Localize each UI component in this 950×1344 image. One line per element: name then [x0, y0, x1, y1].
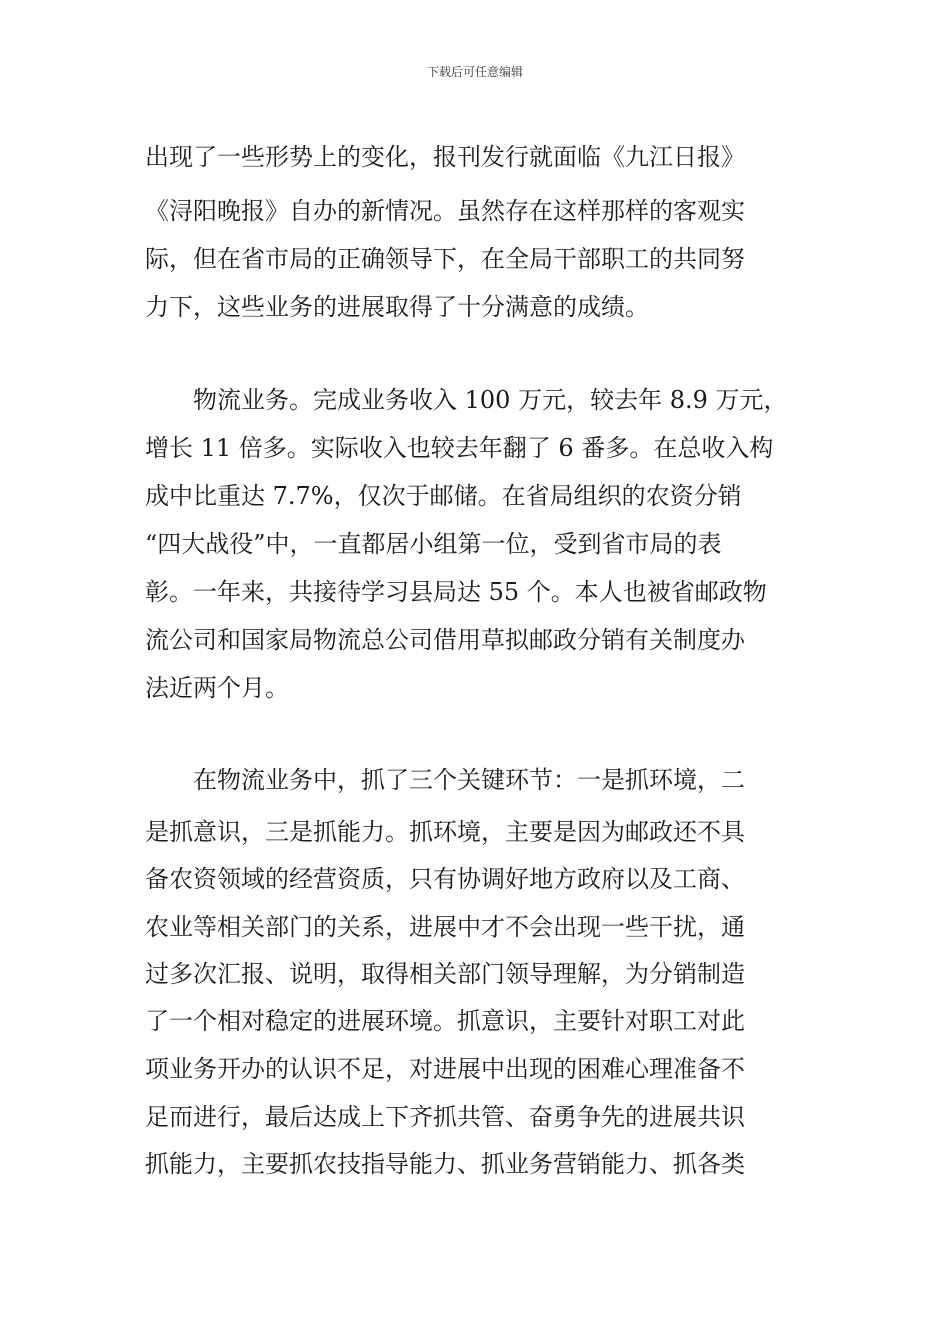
text-line: 是抓意识，三是抓能力。抓环境，主要是因为邮政还不具 — [145, 818, 745, 846]
text-line: 《浔阳晚报》自办的新情况。虽然存在这样那样的客观实 — [145, 197, 745, 225]
text-line: 备农资领域的经营资质，只有协调好地方政府以及工商、 — [145, 865, 745, 893]
page-header: 下载后可任意编辑 — [426, 65, 523, 79]
text-line: 流公司和国家局物流总公司借用草拟邮政分销有关制度办 — [145, 626, 745, 654]
text-line: 增长 11 倍多。实际收入也较去年翻了 6 番多。在总收入构 — [145, 434, 774, 462]
text-line: 足而进行，最后达成上下齐抓共管、奋勇争先的进展共识 — [145, 1103, 745, 1131]
text-line: 出现了一些形势上的变化，报刊发行就面临《九江日报》 — [145, 143, 745, 171]
text-line: 成中比重达 7.7%，仅次于邮储。在省局组织的农资分销 — [145, 482, 742, 510]
text-line: 力下，这些业务的进展取得了十分满意的成绩。 — [145, 293, 649, 321]
text-line: 过多次汇报、说明，取得相关部门领导理解，为分销制造 — [145, 960, 745, 988]
text-line: 抓能力，主要抓农技指导能力、抓业务营销能力、抓各类 — [145, 1150, 745, 1178]
text-line: 农业等相关部门的关系，进展中才不会出现一些干扰，通 — [145, 913, 745, 941]
text-line: 彰。一年来，共接待学习县局达 55 个。本人也被省邮政物 — [145, 578, 767, 606]
text-line: 在物流业务中，抓了三个关键环节：一是抓环境，二 — [145, 766, 745, 794]
text-line: 了一个相对稳定的进展环境。抓意识，主要针对职工对此 — [145, 1007, 745, 1035]
text-line: “四大战役”中，一直都居小组第一位，受到省市局的表 — [145, 530, 722, 558]
text-line: 际，但在省市局的正确领导下，在全局干部职工的共同努 — [145, 245, 745, 273]
text-line: 物流业务。完成业务收入 100 万元，较去年 8.9 万元， — [145, 386, 788, 414]
text-line: 法近两个月。 — [145, 674, 289, 702]
text-line: 项业务开办的认识不足，对进展中出现的困难心理准备不 — [145, 1055, 745, 1083]
